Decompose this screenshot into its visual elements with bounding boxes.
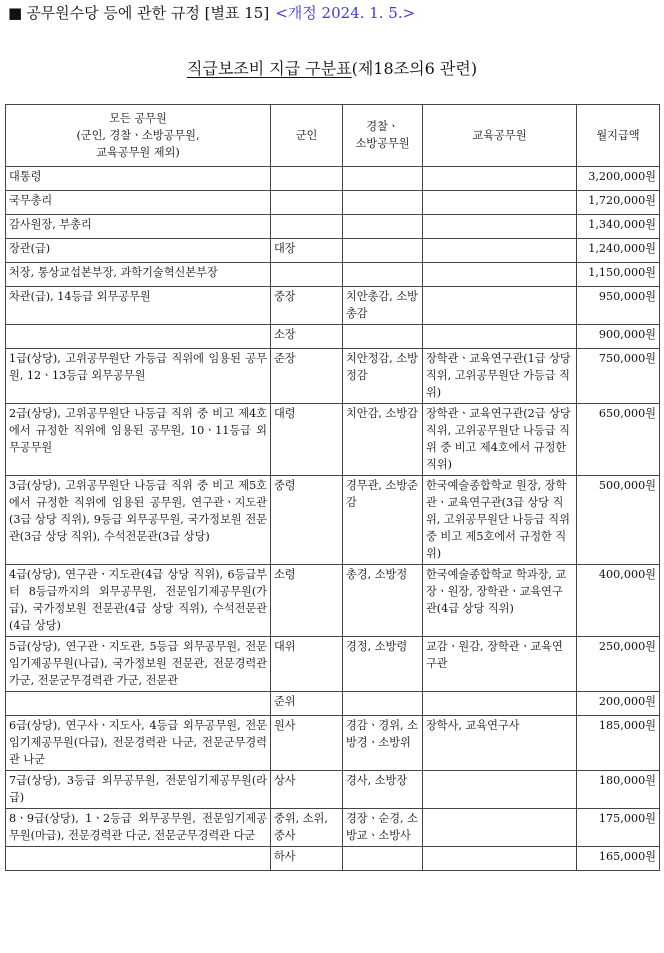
cell-police: 경무관, 소방준감 [343, 476, 423, 565]
cell-military: 하사 [271, 847, 343, 871]
cell-amount: 200,000원 [577, 692, 660, 716]
cell-amount: 1,340,000원 [577, 215, 660, 239]
cell-police: 경감ㆍ경위, 소방경ㆍ소방위 [343, 716, 423, 771]
header-general-officials [6, 105, 271, 167]
cell-amount: 250,000원 [577, 637, 660, 692]
cell-police: 치안정감, 소방정감 [343, 349, 423, 404]
cell-police: 경정, 소방령 [343, 637, 423, 692]
cell-amount: 1,150,000원 [577, 263, 660, 287]
cell-general: 6급(상당), 연구사ㆍ지도사, 4등급 외무공무원, 전문임기제공무원(다급), 전문경력관 나군, 전문군무경력관 나군 [6, 716, 271, 771]
cell-education [423, 239, 577, 263]
cell-general: 4급(상당), 연구관ㆍ지도관(4급 상당 직위), 6등급부터 8등급까지의 외무공무원, 전문임기제공무원(가급), 국가정보원 전문관(4급 상당 직위), 수석전문관(4급 상당) [6, 565, 271, 637]
cell-education [423, 287, 577, 325]
cell-police: 경장ㆍ순경, 소방교ㆍ소방사 [343, 809, 423, 847]
cell-general: 장관(급) [6, 239, 271, 263]
cell-education [423, 847, 577, 871]
cell-general [6, 847, 271, 871]
cell-education [423, 263, 577, 287]
table-row [6, 191, 660, 215]
table-row [6, 847, 660, 871]
cell-general: 2급(상당), 고위공무원단 나등급 직위 중 비고 제4호에서 규정한 직위에 임용된 공무원, 10ㆍ11등급 외무공무원 [6, 404, 271, 476]
cell-police [343, 191, 423, 215]
header-police-line: 소방공무원 [355, 137, 410, 150]
cell-general: 5급(상당), 연구관ㆍ지도관, 5등급 외무공무원, 전문임기제공무원(나급), 국가정보원 전문관, 전문경력관 가군, 전문군무경력관 가군, 전문관 [6, 637, 271, 692]
table-row [6, 325, 660, 349]
cell-police [343, 325, 423, 349]
cell-police: 치안감, 소방감 [343, 404, 423, 476]
cell-general: 7급(상당), 3등급 외무공무원, 전문임기제공무원(라급) [6, 771, 271, 809]
document-header [8, 2, 415, 23]
cell-education: 장학사, 교육연구사 [423, 716, 577, 771]
cell-education: 장학관ㆍ교육연구관(2급 상당 직위, 고위공무원단 나등급 직위 중 비고 제4호에서 규정한 직위) [423, 404, 577, 476]
table-row [6, 404, 660, 476]
table-title [0, 56, 664, 79]
cell-military: 소령 [271, 565, 343, 637]
cell-amount: 1,720,000원 [577, 191, 660, 215]
cell-military: 대위 [271, 637, 343, 692]
table-header-row [6, 105, 660, 167]
table-title-ref: (제18조의6 관련) [351, 59, 478, 78]
cell-police [343, 239, 423, 263]
cell-general: 감사원장, 부총리 [6, 215, 271, 239]
cell-military [271, 263, 343, 287]
cell-police [343, 692, 423, 716]
cell-education: 한국예술종합학교 원장, 장학관ㆍ교육연구관(3급 상당 직위, 고위공무원단 나등급 직위 중 비고 제5호에서 규정한 직위) [423, 476, 577, 565]
cell-military: 대령 [271, 404, 343, 476]
cell-amount: 165,000원 [577, 847, 660, 871]
header-general-line: 모든 공무원 [109, 111, 167, 125]
cell-education [423, 325, 577, 349]
header-police-line: 경찰ㆍ [366, 120, 399, 133]
cell-general: 대통령 [6, 167, 271, 191]
cell-military: 상사 [271, 771, 343, 809]
cell-police [343, 167, 423, 191]
cell-amount: 175,000원 [577, 809, 660, 847]
cell-military: 준위 [271, 692, 343, 716]
revision-note: <개정 2024. 1. 5.> [275, 4, 416, 22]
cell-education [423, 191, 577, 215]
header-general-line: (군인, 경찰ㆍ소방공무원, [76, 128, 200, 142]
cell-military: 중장 [271, 287, 343, 325]
cell-military: 중위, 소위, 중사 [271, 809, 343, 847]
cell-police: 치안총감, 소방총감 [343, 287, 423, 325]
cell-education [423, 167, 577, 191]
cell-military: 소장 [271, 325, 343, 349]
cell-general: 8ㆍ9급(상당), 1ㆍ2등급 외무공무원, 전문임기제공무원(마급), 전문경력관 다군, 전문군무경력관 다군 [6, 809, 271, 847]
header-education: 교육공무원 [423, 105, 577, 167]
cell-general: 국무총리 [6, 191, 271, 215]
cell-amount: 185,000원 [577, 716, 660, 771]
cell-general: 처장, 통상교섭본부장, 과학기술혁신본부장 [6, 263, 271, 287]
table-row [6, 263, 660, 287]
cell-amount: 1,240,000원 [577, 239, 660, 263]
cell-amount: 950,000원 [577, 287, 660, 325]
cell-amount: 750,000원 [577, 349, 660, 404]
cell-amount: 650,000원 [577, 404, 660, 476]
cell-education: 교감ㆍ원감, 장학관ㆍ교육연구관 [423, 637, 577, 692]
cell-military: 대장 [271, 239, 343, 263]
cell-amount: 500,000원 [577, 476, 660, 565]
cell-police: 경사, 소방장 [343, 771, 423, 809]
cell-general [6, 692, 271, 716]
table-title-main: 직급보조비 지급 구분표 [186, 59, 352, 78]
cell-education: 한국예술종합학교 학과장, 교장ㆍ원장, 장학관ㆍ교육연구관(4급 상당 직위) [423, 565, 577, 637]
table-row [6, 239, 660, 263]
cell-amount: 3,200,000원 [577, 167, 660, 191]
allowance-table [5, 104, 660, 871]
table-row [6, 287, 660, 325]
header-general-line: 교육공무원 제외) [96, 145, 180, 159]
cell-police: 총경, 소방정 [343, 565, 423, 637]
cell-military [271, 191, 343, 215]
cell-police [343, 263, 423, 287]
cell-general [6, 325, 271, 349]
table-row [6, 637, 660, 692]
table-row [6, 167, 660, 191]
cell-general: 3급(상당), 고위공무원단 나등급 직위 중 비고 제5호에서 규정한 직위에 임용된 공무원, 연구관ㆍ지도관(3급 상당 직위), 9등급 외무공무원, 국가정보원 전문관(3급 상당 직위), 수석전문관(3급 상당) [6, 476, 271, 565]
table-row [6, 716, 660, 771]
cell-military [271, 215, 343, 239]
cell-military: 중령 [271, 476, 343, 565]
header-police-fire [343, 105, 423, 167]
cell-amount: 180,000원 [577, 771, 660, 809]
table-row [6, 809, 660, 847]
cell-education [423, 692, 577, 716]
cell-general: 1급(상당), 고위공무원단 가등급 직위에 임용된 공무원, 12ㆍ13등급 외무공무원 [6, 349, 271, 404]
cell-military [271, 167, 343, 191]
table-row [6, 565, 660, 637]
cell-amount: 900,000원 [577, 325, 660, 349]
table-row [6, 692, 660, 716]
table-row [6, 771, 660, 809]
cell-military: 준장 [271, 349, 343, 404]
header-monthly-amount: 월지급액 [577, 105, 660, 167]
regulation-reference: 공무원수당 등에 관한 규정 [별표 15] [26, 4, 270, 22]
cell-military: 원사 [271, 716, 343, 771]
cell-education [423, 809, 577, 847]
cell-education: 장학관ㆍ교육연구관(1급 상당 직위, 고위공무원단 가등급 직위) [423, 349, 577, 404]
cell-education [423, 215, 577, 239]
cell-education [423, 771, 577, 809]
cell-police [343, 847, 423, 871]
header-military: 군인 [271, 105, 343, 167]
table-row [6, 215, 660, 239]
table-row [6, 349, 660, 404]
black-square-icon: ■ [8, 4, 23, 22]
cell-general: 차관(급), 14등급 외무공무원 [6, 287, 271, 325]
cell-police [343, 215, 423, 239]
cell-amount: 400,000원 [577, 565, 660, 637]
table-row [6, 476, 660, 565]
